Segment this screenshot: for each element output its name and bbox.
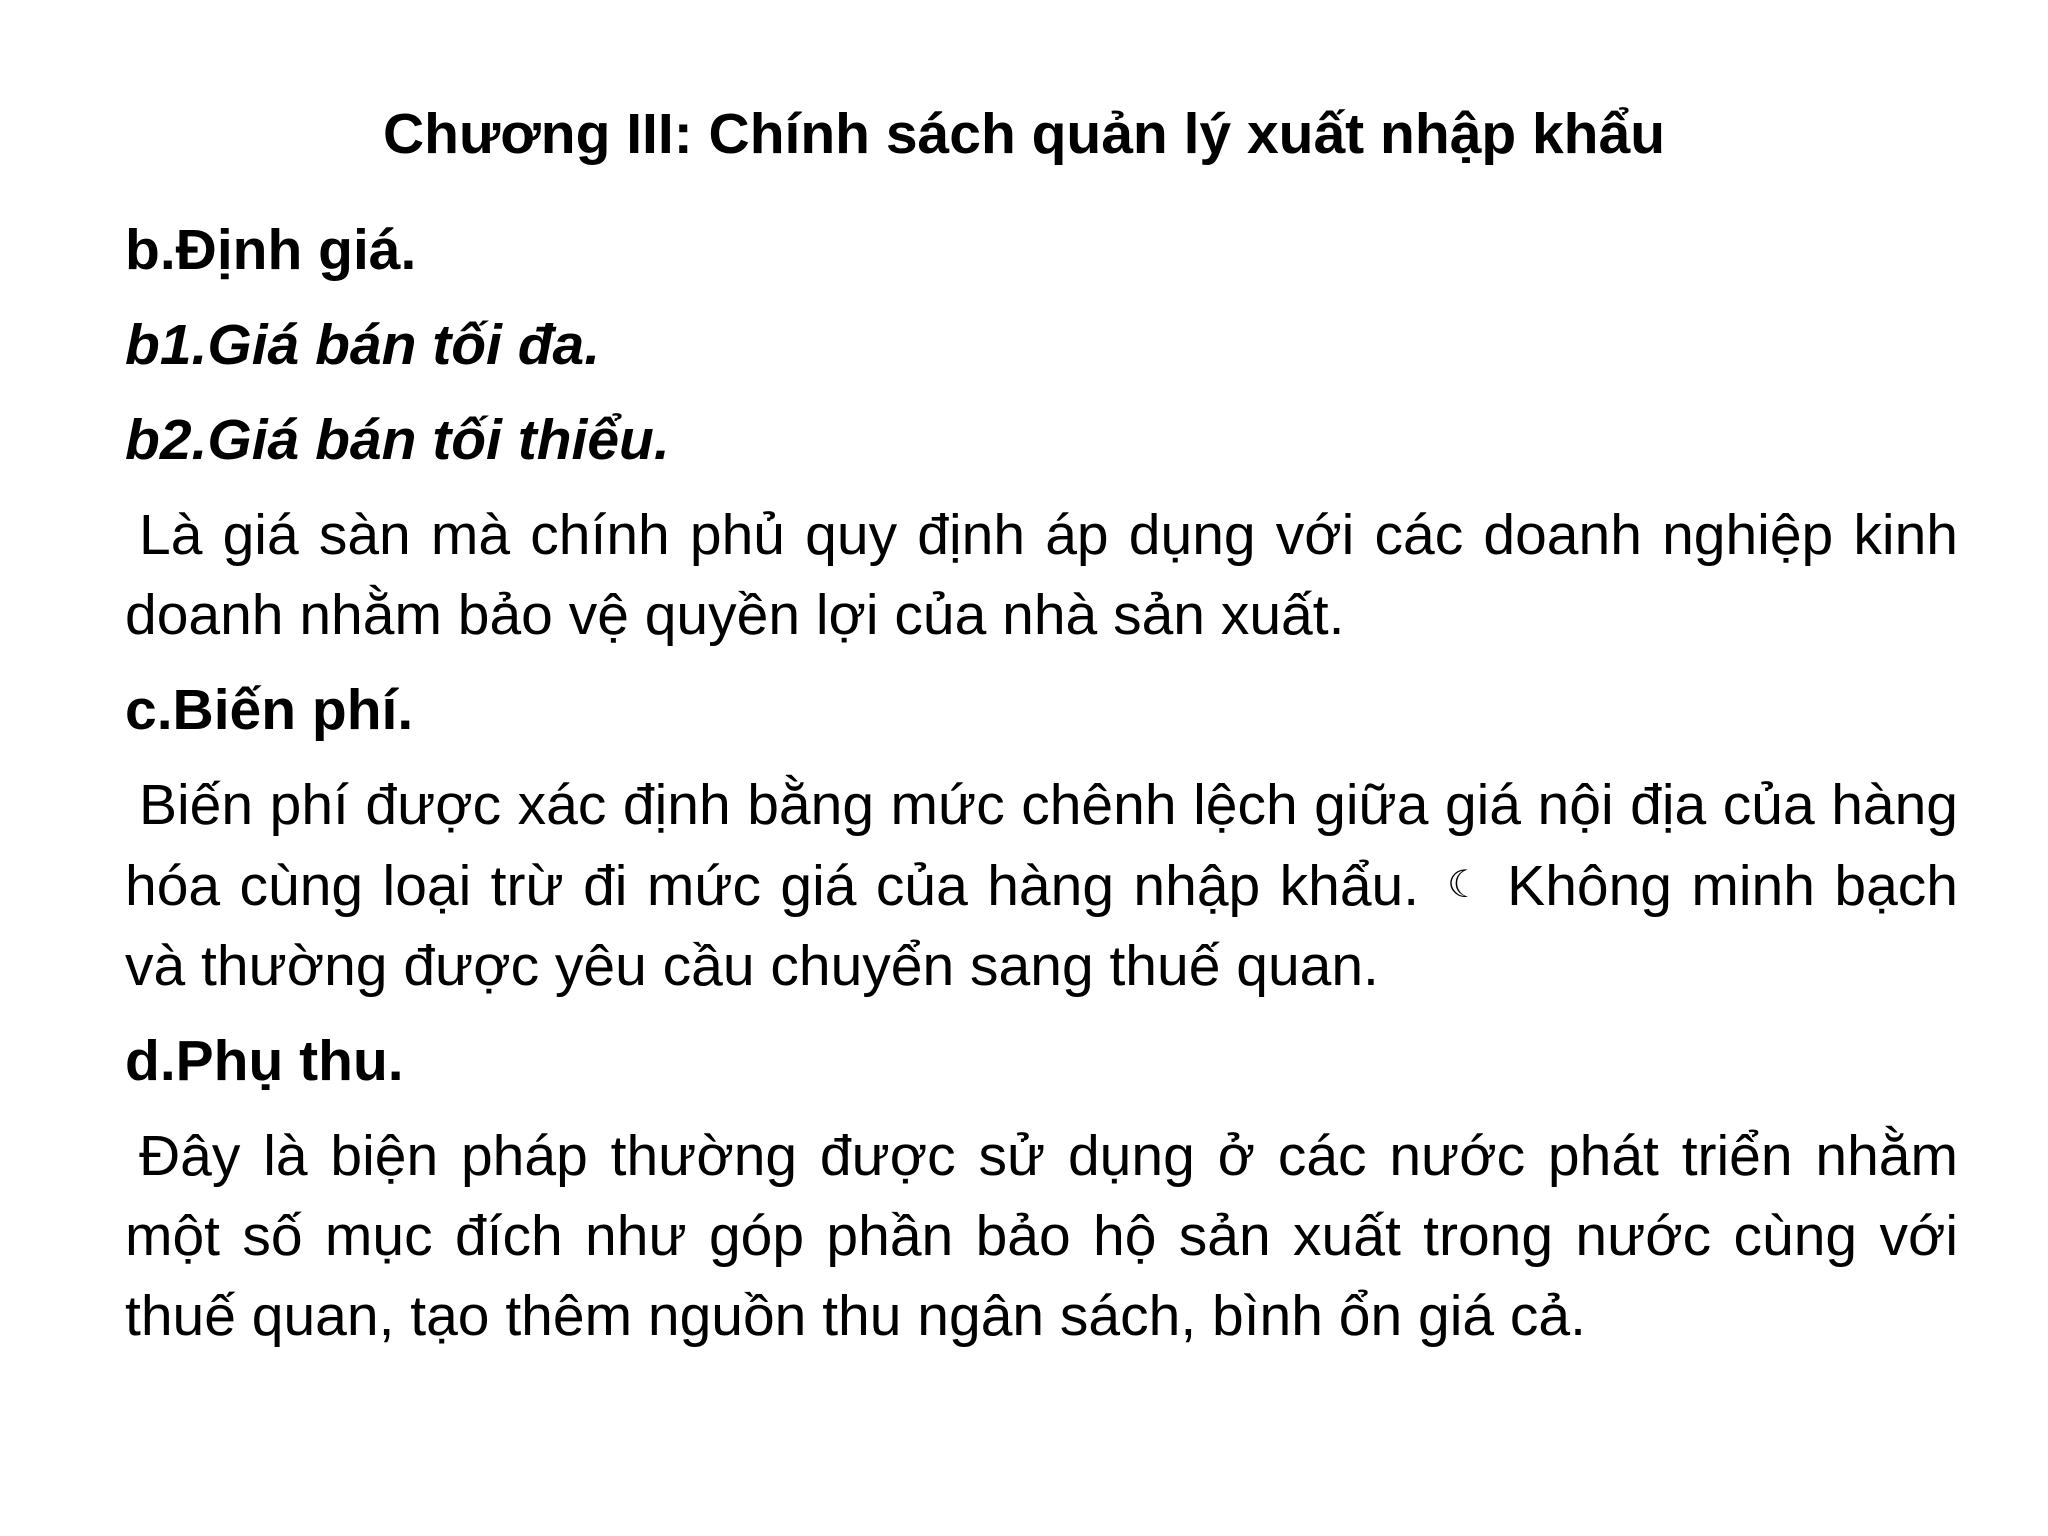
slide-content xyxy=(125,210,1958,1371)
section-d-heading: d.Phụ thu. xyxy=(125,1029,404,1093)
section-b1-heading: b1.Giá bán tối đa. xyxy=(125,313,601,377)
section-b2-text: Là giá sàn mà chính phủ quy định áp dụng với các doanh nghiệp kinh doanh nhằm bảo vệ quyền lợi của nhà sản xuất. xyxy=(125,503,1958,647)
section-d-text: Đây là biện pháp thường được sử dụng ở các nước phát triển nhằm một số mục đích như góp phần bảo hộ sản xuất trong nước cùng với thuế quan, tạo thêm nguồn thu ngân sách, bình ổn giá cả. xyxy=(125,1124,1958,1348)
moon-icon: ☾ xyxy=(1447,864,1482,906)
section-c-text-part-1: Biến phí được xác định bằng mức chênh lệch giữa giá nội địa của hàng hóa cùng loại trừ đi mức giá của hàng nhập khẩu. xyxy=(125,773,1958,918)
section-c-heading: c.Biến phí. xyxy=(125,678,414,742)
section-b-heading: b.Định giá. xyxy=(125,218,417,282)
section-b2-heading: b2.Giá bán tối thiểu. xyxy=(125,408,670,472)
slide-title: Chương III: Chính sách quản lý xuất nhập khẩu xyxy=(382,102,1666,166)
section-c-text xyxy=(125,765,1958,1006)
section-c-text-part-2: Không minh bạch và thường được yêu cầu chuyển sang thuế quan. xyxy=(125,854,1958,998)
